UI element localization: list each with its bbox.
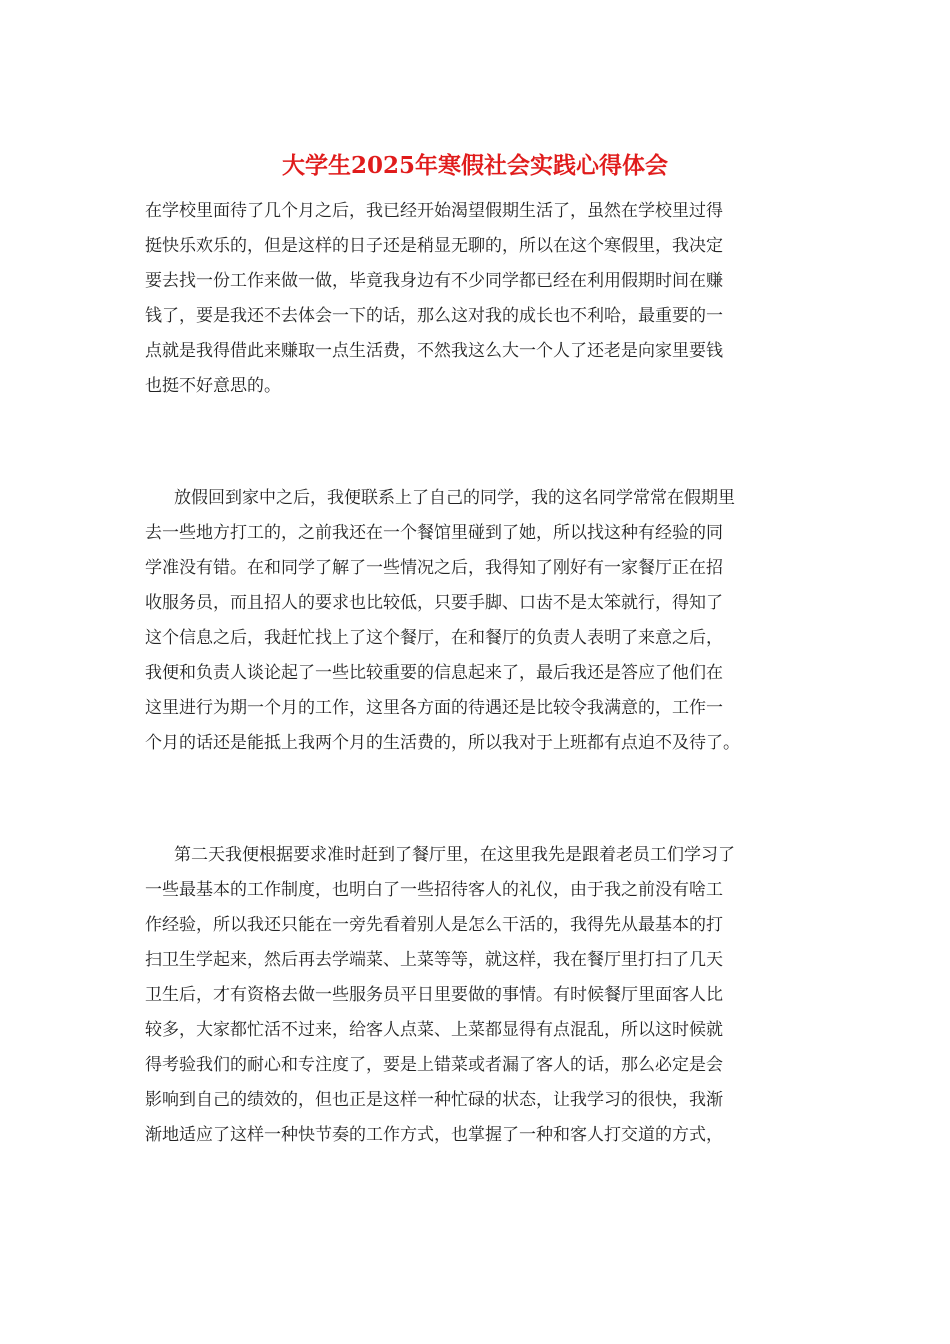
paragraph-2-line-1: 放假回到家中之后，我便联系上了自己的同学，我的这名同学常常在假期里 bbox=[174, 488, 735, 508]
paragraph-1-line-1: 在学校里面待了几个月之后，我已经开始渴望假期生活了，虽然在学校里过得 bbox=[145, 201, 723, 221]
paragraph-1-line-5: 点就是我得借此来赚取一点生活费，不然我这么大一个人了还老是向家里要钱 bbox=[145, 341, 723, 361]
paragraph-2-line-2: 去一些地方打工的，之前我还在一个餐馆里碰到了她，所以找这种有经验的同 bbox=[145, 523, 723, 543]
paragraph-3-line-9: 渐地适应了这样一种快节奏的工作方式，也掌握了一种和客人打交道的方式， bbox=[145, 1125, 723, 1145]
paragraph-2-line-6: 我便和负责人谈论起了一些比较重要的信息起来了，最后我还是答应了他们在 bbox=[145, 663, 723, 683]
paragraph-3-line-4: 扫卫生学起来，然后再去学端菜、上菜等等，就这样，我在餐厅里打扫了几天 bbox=[145, 950, 723, 970]
paragraph-2-line-7: 这里进行为期一个月的工作，这里各方面的待遇还是比较令我满意的，工作一 bbox=[145, 698, 723, 718]
paragraph-2-line-4: 收服务员，而且招人的要求也比较低，只要手脚、口齿不是太笨就行，得知了 bbox=[145, 593, 723, 613]
paragraph-2-line-3: 学准没有错。在和同学了解了一些情况之后，我得知了刚好有一家餐厅正在招 bbox=[145, 558, 723, 578]
paragraph-2-line-8: 个月的话还是能抵上我两个月的生活费的，所以我对于上班都有点迫不及待了。 bbox=[145, 733, 740, 753]
paragraph-2-line-5: 这个信息之后，我赶忙找上了这个餐厅，在和餐厅的负责人表明了来意之后， bbox=[145, 628, 723, 648]
document-title: 大学生2025年寒假社会实践心得体会 bbox=[281, 152, 668, 179]
paragraph-3-line-2: 一些最基本的工作制度，也明白了一些招待客人的礼仪，由于我之前没有啥工 bbox=[145, 880, 723, 900]
paragraph-3-line-3: 作经验，所以我还只能在一旁先看着别人是怎么干活的，我得先从最基本的打 bbox=[145, 915, 723, 935]
paragraph-1-line-2: 挺快乐欢乐的，但是这样的日子还是稍显无聊的，所以在这个寒假里，我决定 bbox=[145, 236, 723, 256]
paragraph-3-line-5: 卫生后，才有资格去做一些服务员平日里要做的事情。有时候餐厅里面客人比 bbox=[145, 985, 723, 1005]
paragraph-3-line-1: 第二天我便根据要求准时赶到了餐厅里，在这里我先是跟着老员工们学习了 bbox=[174, 845, 735, 865]
paragraph-3-line-8: 影响到自己的绩效的，但也正是这样一种忙碌的状态，让我学习的很快，我渐 bbox=[145, 1090, 723, 1110]
paragraph-1-line-3: 要去找一份工作来做一做，毕竟我身边有不少同学都已经在利用假期时间在赚 bbox=[145, 271, 723, 291]
paragraph-3-line-7: 得考验我们的耐心和专注度了，要是上错菜或者漏了客人的话，那么必定是会 bbox=[145, 1055, 723, 1075]
paragraph-1-line-4: 钱了，要是我还不去体会一下的话，那么这对我的成长也不利哈，最重要的一 bbox=[145, 306, 723, 326]
paragraph-3-line-6: 较多，大家都忙活不过来，给客人点菜、上菜都显得有点混乱，所以这时候就 bbox=[145, 1020, 723, 1040]
paragraph-1-line-6: 也挺不好意思的。 bbox=[145, 376, 281, 396]
